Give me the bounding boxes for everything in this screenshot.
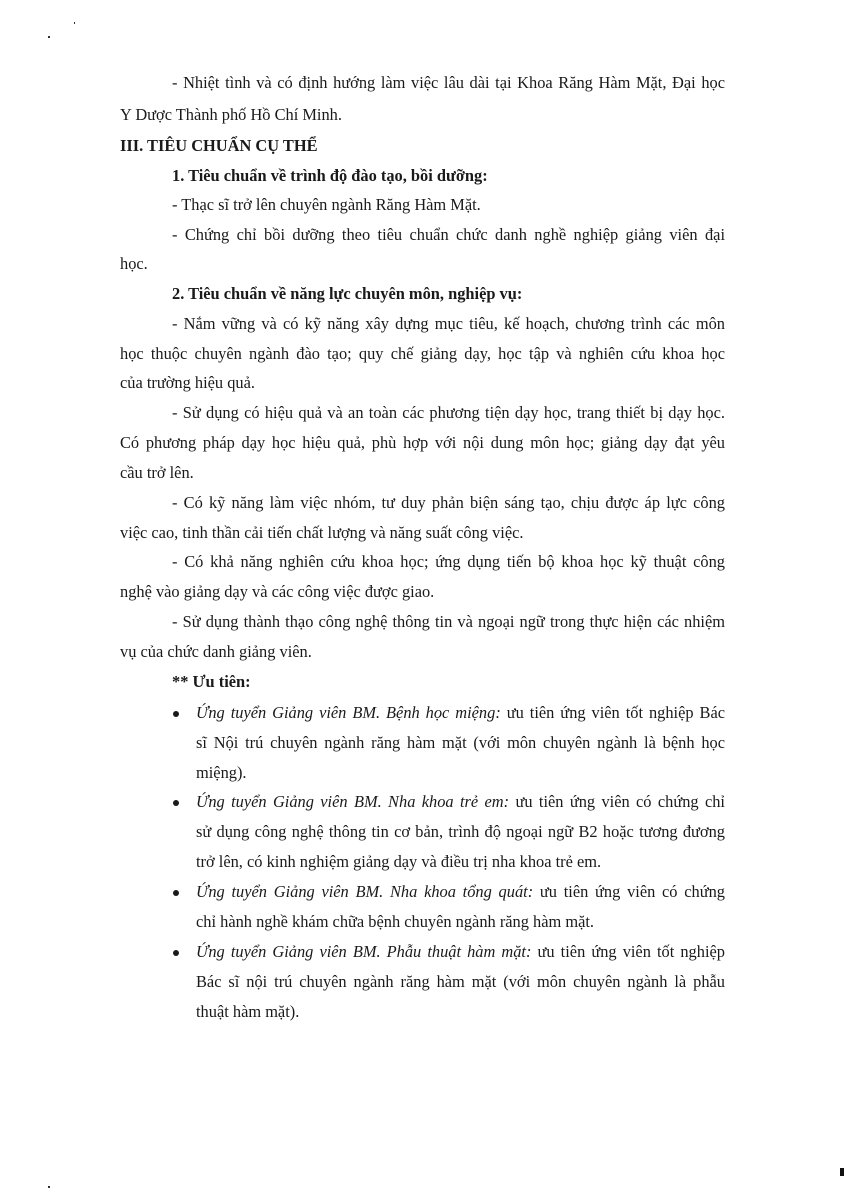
text-line: - Chứng chỉ bồi dưỡng theo tiêu chuẩn chức danh nghề nghiệp giảng viên đại xyxy=(172,225,725,244)
subsection-heading: 1. Tiêu chuẩn về trình độ đào tạo, bồi dưỡng: xyxy=(172,166,488,185)
bullet-line: trở lên, có kinh nghiệm giảng dạy và điều trị nha khoa trẻ em. xyxy=(196,852,602,871)
bullet-text: ưu tiên ứng viên có chứng chỉ xyxy=(515,792,725,811)
bullet-icon xyxy=(173,711,179,717)
bullet-line: Bác sĩ nội trú chuyên ngành răng hàm mặt (với môn chuyên ngành là phẫu xyxy=(196,972,725,991)
text-line: Y Dược Thành phố Hồ Chí Minh. xyxy=(120,105,342,124)
text-line: của trường hiệu quả. xyxy=(120,373,255,392)
text-line: việc cao, tinh thần cải tiến chất lượng và năng suất công việc. xyxy=(120,523,524,542)
bullet-icon xyxy=(173,800,179,806)
bullet-line: sử dụng công nghệ thông tin cơ bản, trình độ ngoại ngữ B2 hoặc tương đương xyxy=(196,822,725,841)
text-line: - Thạc sĩ trở lên chuyên ngành Răng Hàm Mặt. xyxy=(172,195,481,214)
bullet-text: ưu tiên ứng viên có chứng xyxy=(539,882,725,901)
scan-speck xyxy=(48,36,50,38)
text-line: vụ của chức danh giảng viên. xyxy=(120,642,312,661)
text-line: - Có kỹ năng làm việc nhóm, tư duy phản biện sáng tạo, chịu được áp lực công xyxy=(172,493,725,512)
bullet-line: chỉ hành nghề khám chữa bệnh chuyên ngành răng hàm mặt. xyxy=(196,912,595,931)
bullet-title: Ứng tuyển Giảng viên BM. Bệnh học miệng: xyxy=(196,703,501,722)
text-line: học thuộc chuyên ngành đào tạo; quy chế giảng dạy, học tập và nghiên cứu khoa học xyxy=(120,344,725,363)
bullet-line xyxy=(196,882,725,902)
bullet-line: thuật hàm mặt). xyxy=(196,1002,300,1021)
text-line: - Nắm vững và có kỹ năng xây dựng mục tiêu, kế hoạch, chương trình các môn xyxy=(172,314,725,333)
text-line: cầu trở lên. xyxy=(120,463,194,482)
subsection-heading: 2. Tiêu chuẩn về năng lực chuyên môn, nghiệp vụ: xyxy=(172,284,523,303)
bullet-line xyxy=(196,942,725,962)
bullet-title: Ứng tuyển Giảng viên BM. Nha khoa trẻ em: xyxy=(196,792,510,811)
bullet-text: ưu tiên ứng viên tốt nghiệp Bác xyxy=(506,703,725,722)
scan-speck xyxy=(48,1186,50,1188)
bullet-line xyxy=(196,792,725,812)
text-line: Có phương pháp dạy học hiệu quả, phù hợp với nội dung môn học; giảng dạy đạt yêu xyxy=(120,433,725,452)
bullet-title: Ứng tuyển Giảng viên BM. Phẫu thuật hàm mặt: xyxy=(196,942,532,961)
bullet-line: miệng). xyxy=(196,763,247,782)
text-line: - Sử dụng thành thạo công nghệ thông tin và ngoại ngữ trong thực hiện các nhiệm xyxy=(172,612,725,631)
bullet-text: ưu tiên ứng viên tốt nghiệp xyxy=(537,942,725,961)
text-line: - Có khả năng nghiên cứu khoa học; ứng dụng tiến bộ khoa học kỹ thuật công xyxy=(172,552,725,571)
bullet-line xyxy=(196,703,725,723)
bullet-icon xyxy=(173,950,179,956)
bullet-icon xyxy=(173,890,179,896)
text-line: nghệ vào giảng dạy và các công việc được giao. xyxy=(120,582,435,601)
section-heading: III. TIÊU CHUẨN CỤ THỂ xyxy=(120,136,318,155)
text-line: học. xyxy=(120,254,148,273)
priority-heading: ** Ưu tiên: xyxy=(172,672,251,691)
bullet-title: Ứng tuyển Giảng viên BM. Nha khoa tổng quát: xyxy=(196,882,534,901)
scan-speck xyxy=(74,22,75,24)
text-line: - Nhiệt tình và có định hướng làm việc lâu dài tại Khoa Răng Hàm Mặt, Đại học xyxy=(172,73,725,92)
scan-speck xyxy=(840,1168,844,1176)
text-line: - Sử dụng có hiệu quả và an toàn các phương tiện dạy học, trang thiết bị dạy học. xyxy=(172,403,725,422)
bullet-line: sĩ Nội trú chuyên ngành răng hàm mặt (với môn chuyên ngành là bệnh học xyxy=(196,733,725,752)
